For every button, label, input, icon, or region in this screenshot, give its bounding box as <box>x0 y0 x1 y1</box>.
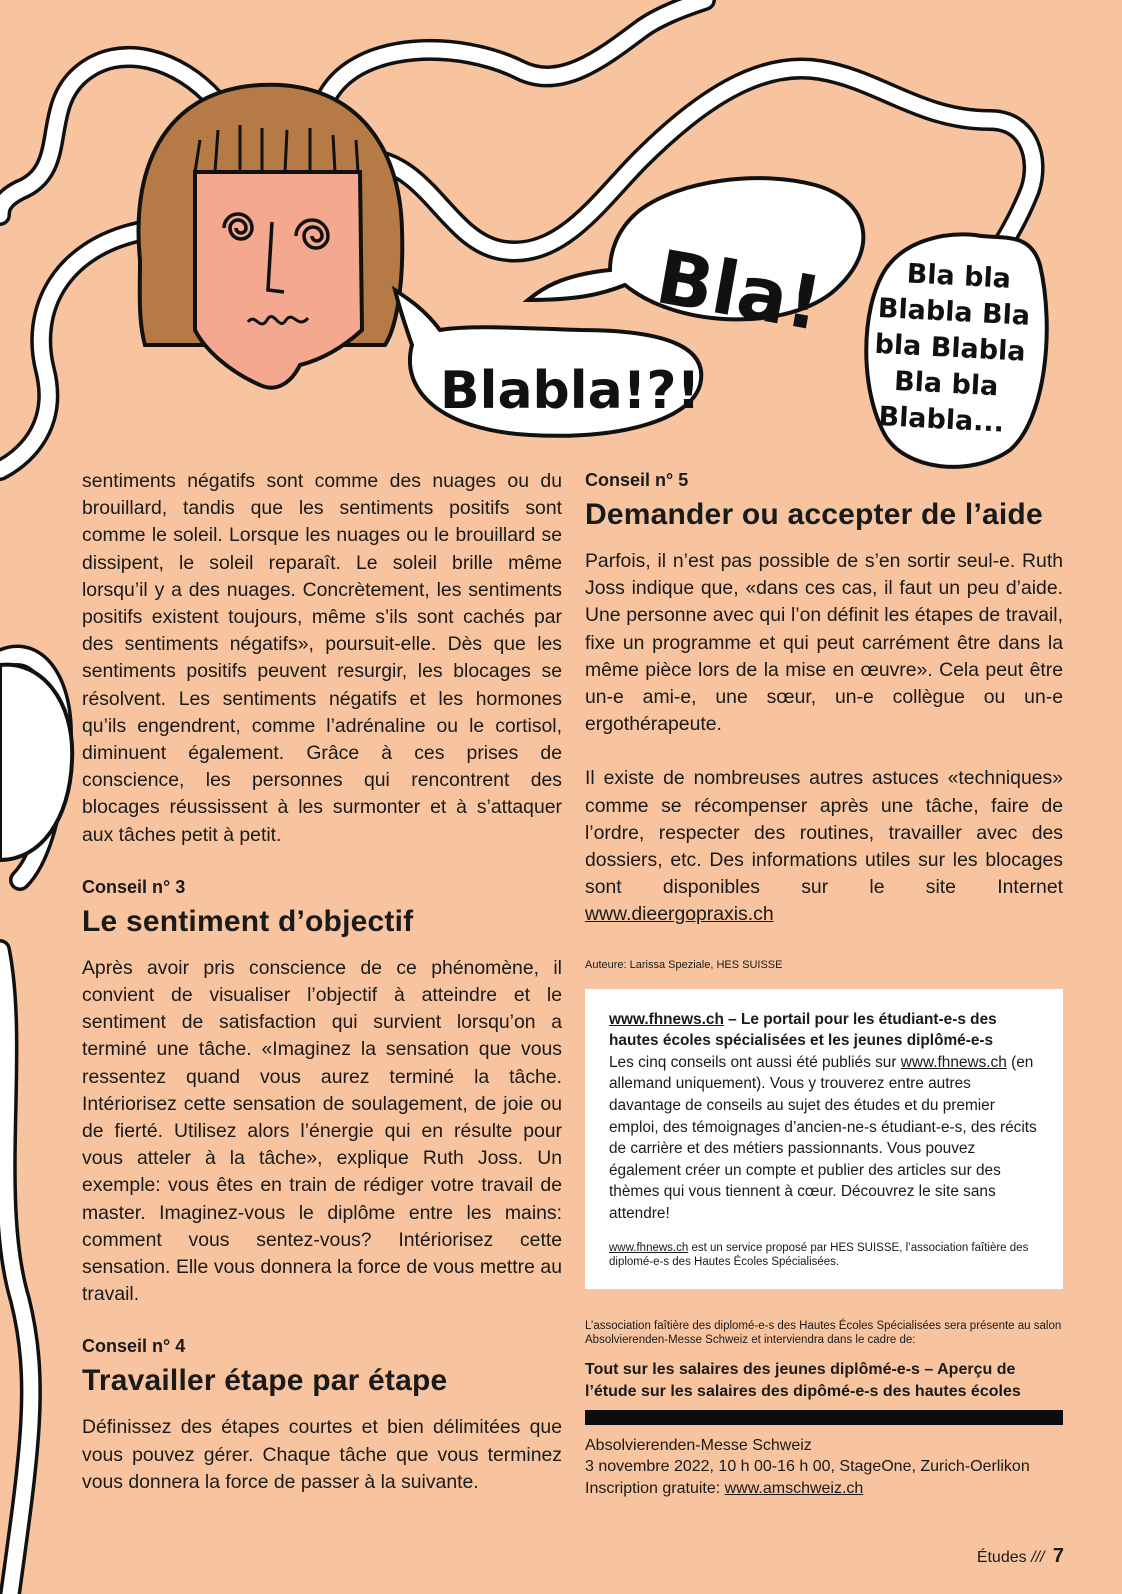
right-column <box>585 468 1063 1499</box>
tip-3-title: Le sentiment d’objectif <box>82 904 414 938</box>
fhnews-box-text <box>609 1052 1041 1225</box>
speech-bubble-stack <box>866 234 1047 466</box>
tip-5-text-2-body: Il existe de nombreuses autres astuces «techniques» comme se récompenser après une tâche, faire de l’ordre, respecter des routines, travailler avec des dossiers, etc. Des informations utiles sur les blocages sont disponibles sur le site Internet <box>585 767 1063 899</box>
event-registration <box>585 1478 1063 1500</box>
fhnews-box-title <box>609 1009 1041 1052</box>
bubble-line-1: Bla bla <box>905 258 1012 295</box>
tip-4-section <box>82 1334 562 1496</box>
tip-5-label: Conseil n° 5 <box>585 470 689 490</box>
fhnews-fine-print <box>609 1241 1041 1269</box>
fhnews-fine-link[interactable]: www.fhnews.ch <box>609 1241 689 1254</box>
page-footer <box>977 1545 1064 1568</box>
tip-4-label: Conseil n° 4 <box>82 1336 186 1357</box>
tip-3-text: Après avoir pris conscience de ce phénomène, il convient de visualiser l’objectif à atteindre et le sentiment de satisfaction qui survient lorsqu’on a terminé une tâche. «Imaginez la sensation que vous ressentez quand vous aurez terminé la tâche. Intériorisez cette sensation de soulagement, de joie ou de fierté. Utilisez alors l’énergie qui en résulte pour vous atteler à la tâche», explique Ruth Joss. Un exemple: vous êtes en train de rédiger votre travail de master. Imaginez-vous le diplôme entre les mains: comment vous sentez-vous? Intériorisez cette sensation. Elle vous donnera la force de vous mettre au travail. <box>82 956 562 1306</box>
fhnews-fine-text: est un service proposé par HES SUISSE, l’association faîtière des diplomé-e-s des Hautes Écoles Spécialisées. <box>609 1241 1029 1268</box>
event-date: 3 novembre 2022, 10 h 00-16 h 00, StageOne, Zurich-Oerlikon <box>585 1458 1030 1476</box>
tip-4-text: Définissez des étapes courtes et bien délimitées que vous pouvez gérer. Chaque tâche que vous terminez vous donnera la force de passer à la suivante. <box>82 1416 562 1493</box>
footer-separator: /// <box>1031 1549 1045 1566</box>
event-registration-label: Inscription gratuite: <box>585 1479 725 1497</box>
event-name: Absolvierenden-Messe Schweiz <box>585 1436 812 1454</box>
amschweiz-link[interactable]: www.amschweiz.ch <box>724 1479 864 1497</box>
face <box>195 172 362 388</box>
author-credit: Auteure: Larissa Speziale, HES SUISSE <box>585 958 783 971</box>
speech-bubble-bla <box>528 178 863 348</box>
bubble-line-4: Bla bla <box>893 365 1000 403</box>
bubble-bla-text: Bla! <box>650 234 828 348</box>
bubble-line-2: Blabla Bla <box>877 292 1031 332</box>
fhnews-title-text: – Le portail pour les étudiant-e-s des hautes écoles spécialisées et les jeunes diplômé-e-s <box>609 1010 997 1050</box>
bubble-blabla-text: Blabla!?! <box>440 361 701 421</box>
page-number: 7 <box>1052 1545 1064 1567</box>
bubble-line-3: bla Blabla <box>873 328 1027 368</box>
wire-top <box>328 0 705 95</box>
footer-section: Études <box>976 1549 1027 1566</box>
promo-note: L’association faîtière des diplomé-e-s des Hautes Écoles Spécialisées sera présente au salon Absolvierenden-Messe Schweiz et interviendra dans le cadre de: <box>585 1319 1062 1346</box>
bubble-line-5: Blabla... <box>877 401 1005 439</box>
fhnews-text-a: Les cinq conseils ont aussi été publiés sur <box>609 1053 901 1071</box>
left-column <box>82 468 562 1496</box>
fhnews-text-b: (en allemand uniquement). Vous y trouverez entre autres davantage de conseils au sujet des études et du premier emploi, des témoignages d’ancien-ne-s étudiant-e-s, des récits de carrière et des métiers passionnants. Vous pouvez également créer un compte et publier des articles sur des thèmes qui vous tiennent à cœur. Découvrez le site sans attendre! <box>609 1053 1037 1222</box>
dieergopraxis-link[interactable]: www.dieergopraxis.ch <box>585 903 774 926</box>
tip-3-label: Conseil n° 3 <box>82 876 186 897</box>
tip-5-text-2 <box>585 765 1063 928</box>
intro-paragraph: sentiments négatifs sont comme des nuages ou du brouillard, tandis que les sentiments positifs sont comme le soleil. Lorsque les nuages ou le brouillard se dissipent, le soleil reparaît. Le soleil brille même lorsqu’il y a des nuages. Concrètement, les sentiments positifs existent toujours, même s’ils sont cachés par des sentiments négatifs», poursuit-elle. Dès que les sentiments positifs peuvent resurgir, les blocages se résolvent. Les sentiments négatifs et les hormones qu’ils engendrent, comme l’adrénaline ou le cortisol, diminuent également. Grâce à ces prises de conscience, les personnes qui rencontrent des blocages réussissent à les surmonter et à s’attaquer aux tâches petit à petit. <box>82 470 562 846</box>
tip-5-title: Demander ou accepter de l’aide <box>585 498 1043 531</box>
face-illustration <box>139 85 403 388</box>
promo-title: Tout sur les salaires des jeunes diplômé-e-s – Aperçu de l’étude sur les salaires des dipômé-e-s des hautes écoles <box>585 1360 1021 1400</box>
tip-4-title: Travailler étape par étape <box>82 1364 448 1398</box>
tip-5-text: Parfois, il n’est pas possible de s’en sortir seul-e. Ruth Joss indique que, «dans ces cas, il faut un peu d’aide. Une personne avec qui l’on définit les étapes de travail, fixe un programme et qui peut carrément être dans la même pièce lors de la mise en œuvre». Cela peut être un-e ami-e, une sœur, un-e collègue ou un-e ergothérapeute. <box>585 550 1063 736</box>
fhnews-title-link[interactable]: www.fhnews.ch <box>609 1010 724 1028</box>
fhnews-info-box <box>585 989 1063 1289</box>
fhnews-text-link[interactable]: www.fhnews.ch <box>900 1053 1007 1071</box>
divider-bar <box>585 1410 1063 1425</box>
tip-3-section <box>82 875 562 1309</box>
